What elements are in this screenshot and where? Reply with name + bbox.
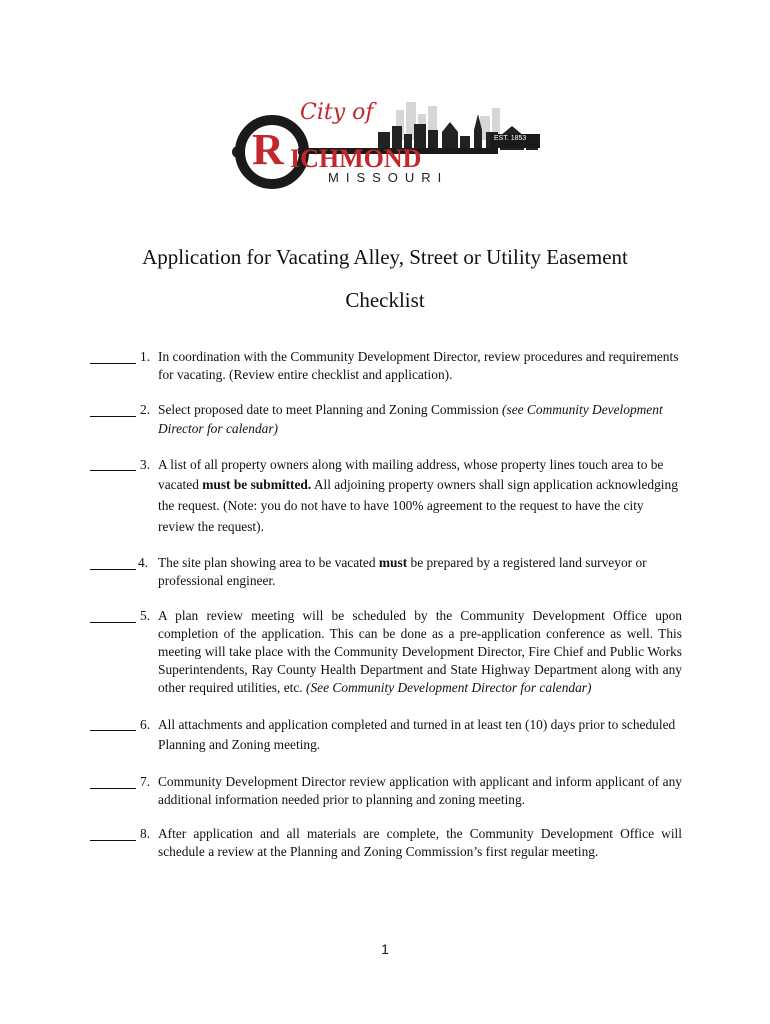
item-text: In coordination with the Community Development Director, review procedures and requirements for vacating. (Review entire checklist and application).: [158, 349, 679, 383]
checklist-item: [90, 455, 682, 537]
item-text: The site plan showing area to be vacated: [158, 555, 379, 571]
checklist-item: [90, 773, 682, 809]
item-text: must: [378, 555, 408, 571]
check-blank-line[interactable]: [90, 455, 136, 471]
check-blank-line[interactable]: [90, 607, 136, 623]
logo-badge: EST. 1853: [494, 135, 527, 142]
item-text: All attachments and application completed and turned in at least ten (10) days prior to scheduled Planning and Zoning meeting.: [158, 716, 676, 753]
item-number: 8.: [140, 826, 151, 842]
logo-name: ICHMOND: [290, 144, 422, 173]
checklist-item: [90, 825, 682, 861]
item-text: (See Community Development Director for calendar): [306, 680, 592, 696]
item-text: (see Community Development Director for calendar): [158, 402, 663, 436]
item-number: 1.: [140, 349, 151, 364]
logo-script: City of: [300, 100, 374, 125]
checklist-item: [90, 348, 682, 384]
item-number: 7.: [140, 773, 151, 789]
item-text: be prepared by a registered land surveyor or professional engineer.: [158, 555, 647, 589]
item-number: 2.: [140, 402, 151, 418]
checklist-item: [90, 554, 682, 590]
logo-state: MISSOURI: [328, 170, 449, 185]
page-number: 1: [381, 941, 389, 957]
document-subtitle: Checklist: [345, 288, 425, 312]
item-number: 3.: [140, 456, 151, 472]
item-text: Community Development Director review application with applicant and inform applicant of any additional information needed prior to planning and zoning meeting.: [158, 773, 682, 807]
item-text: A list of all property owners along with mailing address, whose property lines touch area to be vacated: [158, 456, 664, 493]
item-text: After application and all materials are complete, the Community Development Office will schedule a review at the Planning and Zoning Commission’s first regular meeting.: [158, 826, 682, 860]
check-blank-line[interactable]: [90, 401, 136, 417]
logo-initial: R: [252, 125, 284, 174]
check-blank-line[interactable]: [90, 715, 136, 731]
item-number: 4.: [138, 555, 149, 571]
item-text: must be submitted.: [202, 477, 312, 493]
checklist-item: [90, 401, 682, 437]
item-number: 5.: [140, 607, 151, 623]
check-blank-line[interactable]: [90, 554, 136, 570]
checklist: [90, 348, 682, 879]
check-blank-line[interactable]: [90, 825, 136, 841]
item-text: Select proposed date to meet Planning and Zoning Commission: [158, 402, 503, 418]
checklist-item: [90, 715, 682, 756]
check-blank-line[interactable]: [90, 773, 136, 789]
item-text: A plan review meeting will be scheduled by the Community Development Office upon completion of the application. This can be done as a pre-application conference as well. This meeting will take place with the Community Development Director, Fire Chief and Public Works Superintendents, Ray County Health Department and State Highway Department along with any other required utilities, etc.: [158, 607, 682, 696]
checklist-item: [90, 607, 682, 698]
document-title: Application for Vacating Alley, Street or Utility Easement: [142, 245, 628, 269]
check-blank-line[interactable]: [90, 348, 136, 364]
item-number: 6.: [140, 716, 151, 732]
item-text: All adjoining property owners shall sign application acknowledging the request. (Note: you do not have to have 100% agreement to the request to have the city review the request).: [158, 477, 678, 534]
